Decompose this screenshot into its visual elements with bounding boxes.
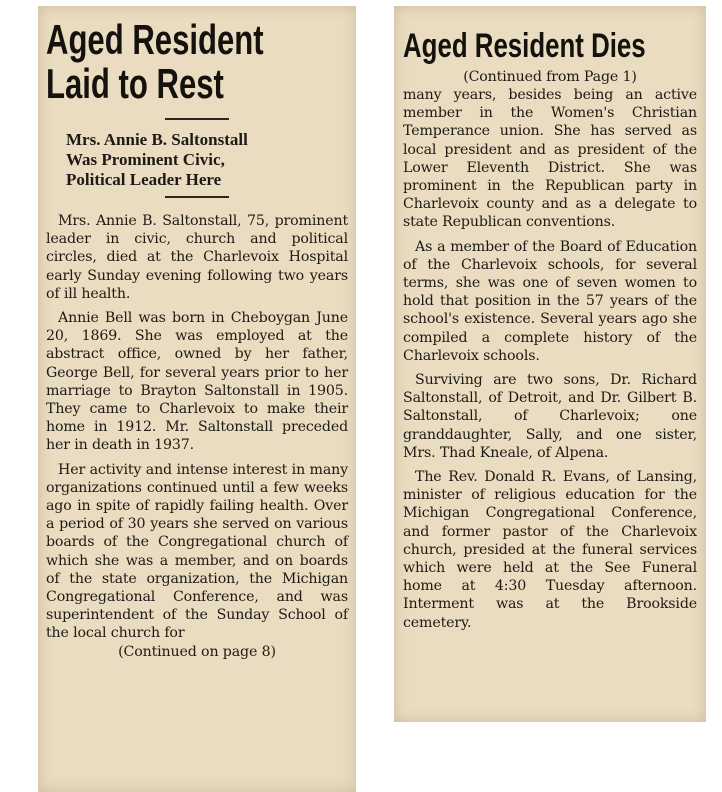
paragraph: The Rev. Donald R. Evans, of Lansing, minister of religious education for the Michigan Congregational Conference, and former pastor of the Charlevoix church, presided at the funeral services which were held at the See Funeral home at 4:30 Tuesday afternoon. Interment was at the Brookside cemetery. <box>403 469 697 631</box>
continued-from-note: (Continued from Page 1) <box>463 69 637 85</box>
right-clipping <box>394 6 706 722</box>
headline-line-1: Aged Resident <box>46 16 264 63</box>
left-headline <box>46 18 269 106</box>
subhead-line-1: Mrs. Annie B. Saltonstall <box>66 130 248 149</box>
continued-on-note: (Continued on page 8) <box>118 643 276 660</box>
paragraph: Mrs. Annie B. Saltonstall, 75, prominent leader in civic, church and political circles, died at the Charlevoix Hospital early Sunday evening following two years of ill health. <box>46 213 348 302</box>
left-clipping <box>38 6 356 792</box>
divider-rule <box>165 196 229 198</box>
divider-rule <box>165 118 229 120</box>
paragraph: many years, besides being an active member in the Women's Christian Temperance union. She has served as local president and as president of the Lower Eleventh District. She was prominent in the Republican party in Charlevoix county and as a delegate to state Republican conventions. <box>403 87 697 231</box>
article-body <box>403 86 697 632</box>
subhead-line-3: Political Leader Here <box>66 170 222 189</box>
right-headline: Aged Resident Dies <box>403 27 646 65</box>
subhead-line-2: Was Prominent Civic, <box>66 150 225 169</box>
paragraph: Annie Bell was born in Cheboygan June 20, 1869. She was employed at the abstract office, owned by her father, George Bell, for several years prior to her marriage to Brayton Saltonstall in 1905. They came to Charlevoix to make their home in 1912. Mr. Saltonstall preceded her in death in 1937. <box>46 310 348 454</box>
headline-line-2: Laid to Rest <box>46 60 224 107</box>
paragraph: Her activity and intense interest in many organizations continued until a few weeks ago in spite of rapidly failing health. Over a period of 30 years she served on various boards of the Congregational church of which she was a member, and on boards of the state organization, the Michigan Congregational Conference, and was superintendent of the Sunday School of the local church for <box>46 461 348 642</box>
paragraph: Surviving are two sons, Dr. Richard Saltonstall, of Detroit, and Dr. Gilbert B. Saltonstall, of Charlevoix; one granddaughter, Sally, and one sister, Mrs. Thad Kneale, of Alpena. <box>403 372 697 461</box>
article-body <box>46 212 348 643</box>
subheadline <box>66 130 348 190</box>
paragraph: As a member of the Board of Education of the Charlevoix schools, for several terms, she was one of seven women to hold that position in the 57 years of the school's existence. Several years ago she compiled a complete history of the Charlevoix schools. <box>403 238 697 364</box>
